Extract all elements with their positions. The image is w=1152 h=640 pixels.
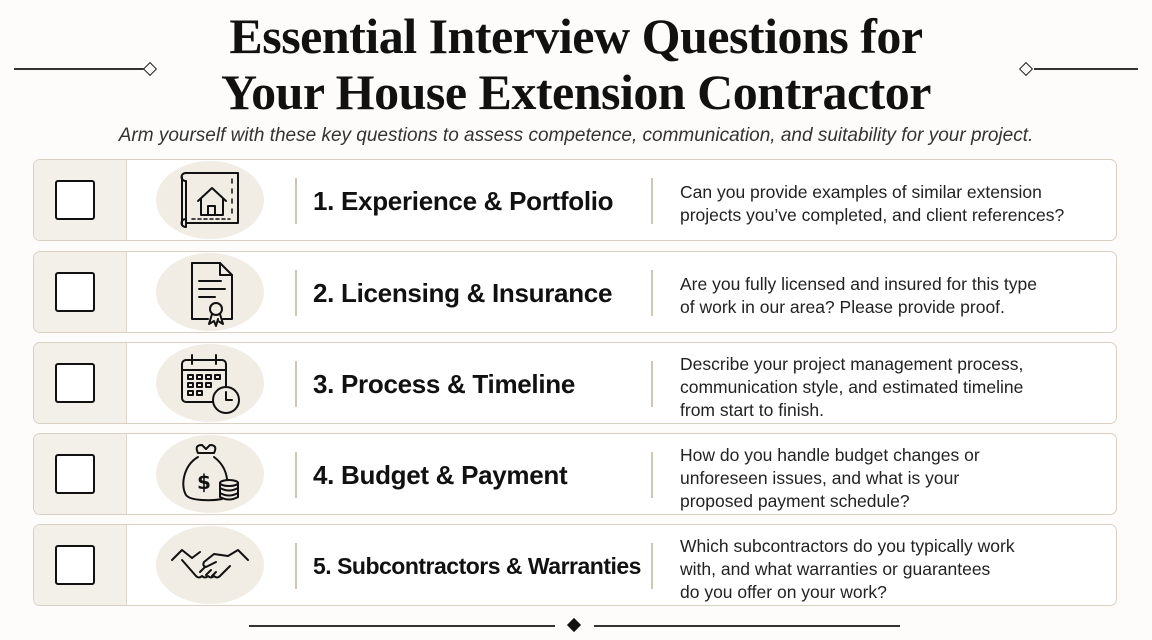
question-card-budget xyxy=(33,433,1117,515)
checkbox-column xyxy=(34,160,127,240)
calendar-clock-icon xyxy=(170,344,250,422)
question-text xyxy=(680,273,1105,319)
checkbox-subcontractors[interactable] xyxy=(55,545,95,585)
divider xyxy=(295,270,297,316)
icon-badge xyxy=(156,344,264,422)
icon-badge xyxy=(156,161,264,239)
question-text xyxy=(680,353,1105,422)
footer-rule-left xyxy=(249,625,555,627)
question-text xyxy=(680,535,1105,604)
checkbox-budget[interactable] xyxy=(55,454,95,494)
question-line: do you offer on your work? xyxy=(680,582,887,602)
question-line: Describe your project management process, xyxy=(680,354,1024,374)
question-card-experience xyxy=(33,159,1117,241)
question-heading: 5. Subcontractors & Warranties xyxy=(313,553,641,579)
checkbox-column xyxy=(34,343,127,423)
icon-badge xyxy=(156,435,264,513)
question-text xyxy=(680,181,1105,227)
footer-rule-right xyxy=(594,625,900,627)
checkbox-experience[interactable] xyxy=(55,180,95,220)
question-line: proposed payment schedule? xyxy=(680,491,910,511)
question-line: Which subcontractors do you typically work xyxy=(680,536,1015,556)
question-line: How do you handle budget changes or xyxy=(680,445,980,465)
question-line: Can you provide examples of similar extension xyxy=(680,182,1042,202)
question-heading: 1. Experience & Portfolio xyxy=(313,186,614,216)
page-subtitle: Arm yourself with these key questions to assess competence, communication, and suitability for your project. xyxy=(118,125,1034,146)
question-line: communication style, and estimated timeline xyxy=(680,377,1024,397)
question-card-process xyxy=(33,342,1117,424)
divider xyxy=(295,361,297,407)
title-line-1: Essential Interview Questions for xyxy=(229,8,923,64)
question-line: unforeseen issues, and what is your xyxy=(680,468,960,488)
header xyxy=(0,8,1152,120)
divider xyxy=(651,452,653,498)
checkbox-process[interactable] xyxy=(55,363,95,403)
certificate-icon xyxy=(170,253,250,331)
question-line: of work in our area? Please provide proof. xyxy=(680,297,1005,317)
checkbox-licensing[interactable] xyxy=(55,272,95,312)
checkbox-column xyxy=(34,252,127,332)
header-rule-right xyxy=(1034,68,1138,70)
question-heading: 4. Budget & Payment xyxy=(313,460,568,490)
diamond-icon xyxy=(567,618,581,632)
divider xyxy=(295,178,297,224)
question-line: projects you’ve completed, and client references? xyxy=(680,205,1065,225)
question-text xyxy=(680,444,1105,513)
question-heading: 2. Licensing & Insurance xyxy=(313,278,613,308)
divider xyxy=(295,543,297,589)
question-line: Are you fully licensed and insured for this type xyxy=(680,274,1037,294)
divider xyxy=(651,543,653,589)
question-line: from start to finish. xyxy=(680,400,824,420)
money-bag-icon xyxy=(170,435,250,513)
divider xyxy=(295,452,297,498)
svg-text:$: $ xyxy=(197,470,211,494)
question-heading: 3. Process & Timeline xyxy=(313,369,576,399)
question-card-subcontractors xyxy=(33,524,1117,606)
blueprint-house-icon xyxy=(170,161,250,239)
divider xyxy=(651,361,653,407)
checkbox-column xyxy=(34,434,127,514)
title-line-2: Your House Extension Contractor xyxy=(221,64,931,120)
checkbox-column xyxy=(34,525,127,605)
divider xyxy=(651,270,653,316)
page-title xyxy=(0,8,1152,120)
question-line: with, and what warranties or guarantees xyxy=(680,559,991,579)
icon-badge xyxy=(156,253,264,331)
question-card-licensing xyxy=(33,251,1117,333)
divider xyxy=(651,178,653,224)
icon-badge xyxy=(156,526,264,604)
handshake-icon xyxy=(170,526,250,604)
header-rule-left xyxy=(14,68,144,70)
